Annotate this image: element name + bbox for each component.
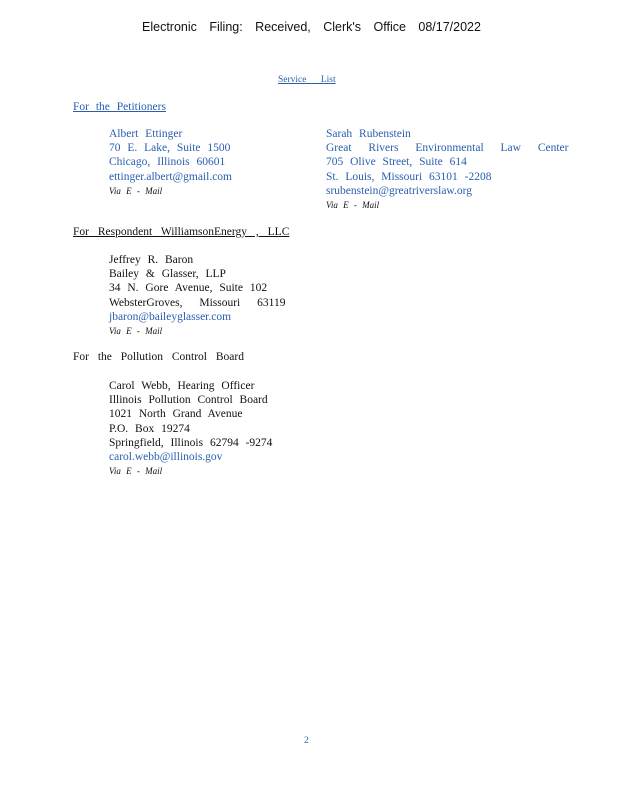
contact-webb xyxy=(109,379,272,478)
contact-address-line: 34 N. Gore Avenue, Suite 102 xyxy=(109,282,268,295)
contact-address-line: P.O. Box 19274 xyxy=(109,422,190,435)
page-title: Service List xyxy=(278,75,336,85)
contact-email-link[interactable]: ettinger.albert@gmail.com xyxy=(109,170,232,183)
contact-name: Albert Ettinger xyxy=(109,128,183,140)
contact-organization: Illinois Pollution Control Board xyxy=(109,394,268,407)
contact-address-line: 70 E. Lake, Suite 1500 xyxy=(109,142,231,155)
contact-organization: Great Rivers Environmental Law Center xyxy=(326,142,569,155)
contact-baron xyxy=(109,253,285,338)
contact-email-link[interactable]: jbaron@baileyglasser.com xyxy=(109,310,232,323)
contact-email-link[interactable]: carol.webb@illinois.gov xyxy=(109,450,223,463)
contact-firm: Bailey & Glasser, LLP xyxy=(109,268,226,281)
contact-name: Carol Webb, Hearing Officer xyxy=(109,380,255,392)
filing-header: Electronic Filing: Received, Clerk's Office 08/17/2022 xyxy=(142,20,481,34)
delivery-method: Via E - Mail xyxy=(109,325,163,336)
section-heading-petitioners: For the Petitioners xyxy=(73,101,166,113)
contact-address-line: 1021 North Grand Avenue xyxy=(109,408,243,421)
contact-address-line: St. Louis, Missouri 63101 -2208 xyxy=(326,170,492,183)
delivery-method: Via E - Mail xyxy=(109,466,163,477)
contact-name: Sarah Rubenstein xyxy=(326,128,411,140)
contact-address-line: Springfield, Illinois 62794 -9274 xyxy=(109,436,273,449)
contact-address-line: Chicago, Illinois 60601 xyxy=(109,156,226,169)
contact-email-link[interactable]: srubenstein@greatriverslaw.org xyxy=(326,184,472,197)
contact-address-line: 705 Olive Street, Suite 614 xyxy=(326,156,467,169)
contact-address-line: WebsterGroves, Missouri 63119 xyxy=(109,296,286,309)
contact-name: Jeffrey R. Baron xyxy=(109,254,194,266)
delivery-method: Via E - Mail xyxy=(109,185,163,196)
contact-ettinger xyxy=(109,127,232,198)
contact-rubenstein xyxy=(326,127,569,212)
section-heading-respondent: For Respondent WilliamsonEnergy , LLC xyxy=(73,226,290,238)
section-heading-board: For the Pollution Control Board xyxy=(73,351,244,363)
delivery-method: Via E - Mail xyxy=(326,199,380,210)
page-number: 2 xyxy=(304,736,309,746)
